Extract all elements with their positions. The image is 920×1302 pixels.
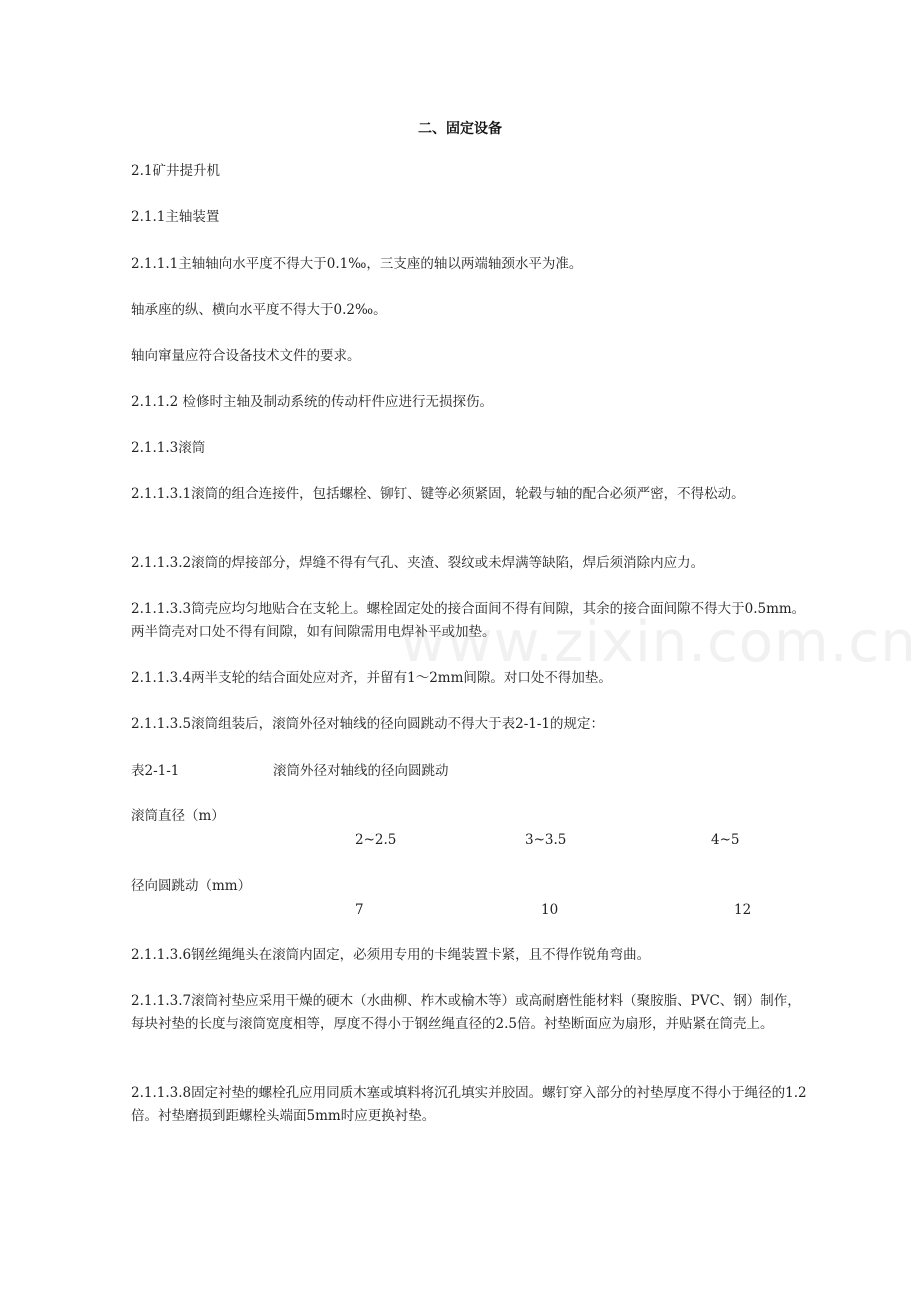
paragraph: 2.1.1.3.2滚筒的焊接部分，焊缝不得有气孔、夹渣、裂纹或未焊满等缺陷，焊后须消除内应力。 <box>131 555 705 571</box>
table-cell: 12 <box>734 902 752 918</box>
paragraph: 2.1.1.1主轴轴向水平度不得大于0.1‰，三支座的轴以两端轴颈水平为准。 <box>131 256 583 272</box>
paragraph: 2.1.1.3.3筒壳应均匀地贴合在支轮上。螺栓固定处的接合面间不得有间隙，其余的接合面间隙不得大于0.5mm。两半筒壳对口处不得有间隙，如有间隙需用电焊补平或加垫。 <box>131 601 806 640</box>
table-cell: 10 <box>541 902 559 918</box>
table-cell: 2~2.5 <box>355 832 397 848</box>
section-heading: 2.1矿井提升机 <box>131 163 220 179</box>
paragraph: 2.1.1.3.1滚筒的组合连接件，包括螺栓、铆钉、键等必须紧固，轮毂与轴的配合必须严密，不得松动。 <box>131 486 745 502</box>
table-id: 表2-1-1 <box>131 763 180 779</box>
table-cell: 3~3.5 <box>525 832 567 848</box>
paragraph: 2.1.1.3.5滚筒组装后，滚筒外径对轴线的径向圆跳动不得大于表2-1-1的规定： <box>131 716 605 732</box>
paragraph: 2.1.1.3.4两半支轮的结合面处应对齐，并留有1～2mm间隙。对口处不得加垫。 <box>131 670 612 686</box>
watermark: www.zixin.com.cn <box>400 610 917 675</box>
subsection-heading: 2.1.1主轴装置 <box>131 209 220 225</box>
table-cell: 4~5 <box>711 832 740 848</box>
subsection-heading: 2.1.1.3滚筒 <box>131 440 206 456</box>
table-cell: 7 <box>355 902 364 918</box>
paragraph: 轴向窜量应符合设备技术文件的要求。 <box>131 348 361 364</box>
paragraph: 2.1.1.2 检修时主轴及制动系统的传动杆件应进行无损探伤。 <box>131 394 494 410</box>
table-caption: 滚筒外径对轴线的径向圆跳动 <box>273 763 449 779</box>
paragraph: 2.1.1.3.6钢丝绳绳头在滚筒内固定，必须用专用的卡绳装置卡紧，且不得作锐角弯曲。 <box>131 947 651 963</box>
paragraph: 轴承座的纵、横向水平度不得大于0.2‰。 <box>131 302 387 318</box>
table-row-label: 径向圆跳动（mm） <box>131 878 252 894</box>
paragraph: 2.1.1.3.8固定衬垫的螺栓孔应用同质木塞或填料将沉孔填实并胶固。螺钉穿入部分的衬垫厚度不得小于绳径的1.2倍。衬垫磨损到距螺栓头端面5mm时应更换衬垫。 <box>131 1085 807 1124</box>
paragraph: 2.1.1.3.7滚筒衬垫应采用干燥的硬木（水曲柳、柞木或榆木等）或高耐磨性能材料（聚胺脂、PVC、钢）制作，每块衬垫的长度与滚筒宽度相等，厚度不得小于钢丝绳直径的2.5倍。衬垫断面应为扇形，并贴紧在筒壳上。 <box>131 993 801 1032</box>
page-title: 二、固定设备 <box>418 121 502 137</box>
table-row-label: 滚筒直径（m） <box>131 808 225 824</box>
